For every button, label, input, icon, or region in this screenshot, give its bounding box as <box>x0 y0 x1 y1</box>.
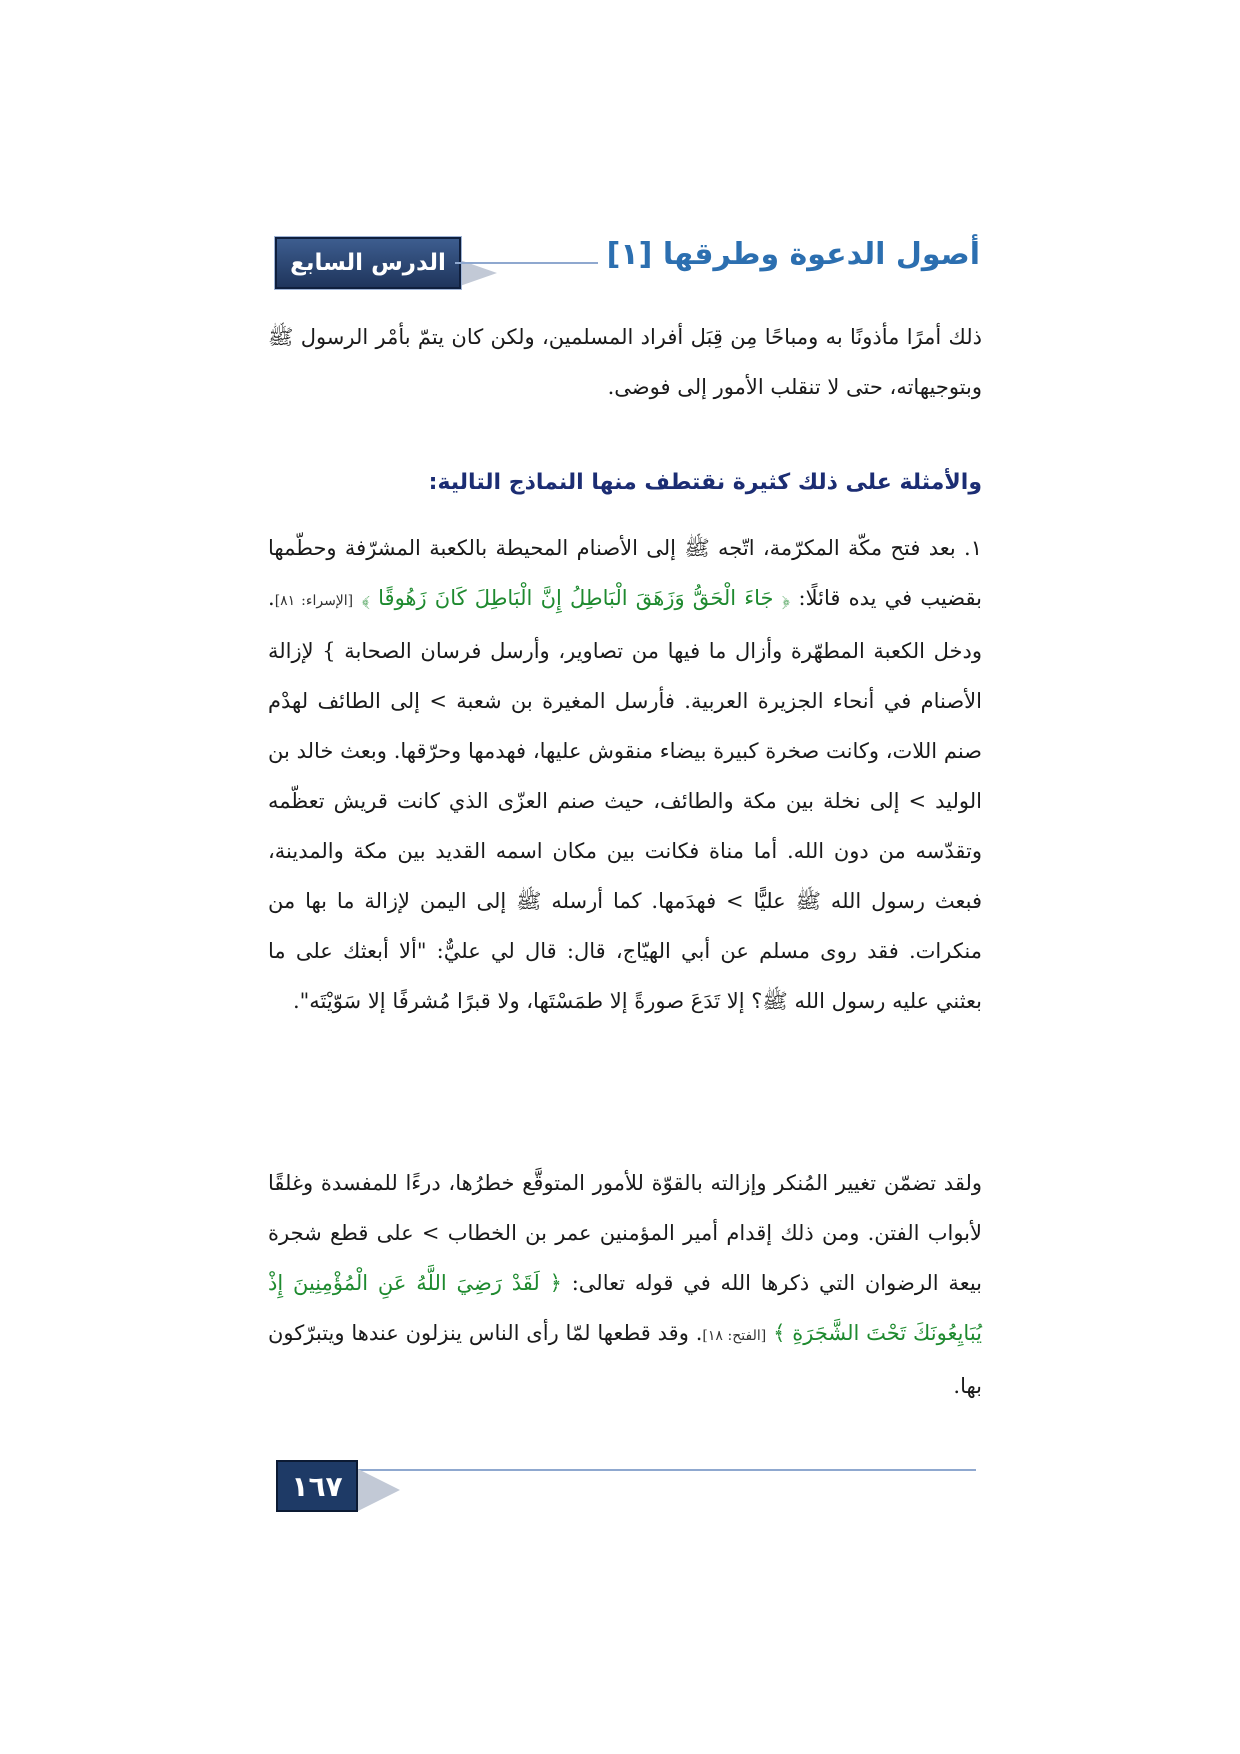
verse-reference: [الفتح: ١٨] <box>702 1328 767 1344</box>
header-rule <box>455 262 598 264</box>
verse-reference: [الإسراء: ٨١] <box>274 593 354 609</box>
intro-text: ذلك أمرًا مأذونًا به ومباحًا مِن قِبَل أفراد المسلمين، ولكن كان يتمّ بأمْر الرسول ﷺ وبتوجيهاته، حتى لا تنقلب الأمور إلى فوضى. <box>268 325 982 399</box>
intro-paragraph <box>268 312 982 412</box>
example-one-lead: ١. بعد فتح مكّة المكرّمة، اتّجه ﷺ إلى الأصنام المحيطة بالكعبة المشرّفة وحطّمها بقضيب في يده قائلًا: <box>268 536 982 610</box>
page-number: ١٦٧ <box>276 1460 358 1512</box>
section-heading: والأمثلة على ذلك كثيرة نقتطف منها النماذج التالية: <box>428 470 982 495</box>
footer-rule <box>356 1469 976 1471</box>
example-one-body: . ودخل الكعبة المطهّرة وأزال ما فيها من تصاوير، وأرسل فرسان الصحابة } لإزالة الأصنام في أنحاء الجزيرة العربية. فأرسل المغيرة بن شعبة > إلى الطائف لهدْم صنم اللات، وكانت صخرة كبيرة بيضاء منقوش عليها، فهدمها وحرّقها. وبعث خالد بن الوليد > إلى نخلة بين مكة والطائف، حيث صنم العزّى الذي كانت قريش تعظّمه وتقدّسه من دون الله. أما مناة فكانت بين مكان اسمه القديد بين مكة والمدينة، فبعث رسول الله ﷺ عليًّا > فهدَمها. كما أرسله ﷺ إلى اليمن لإزالة ما بها من منكرات. فقد روى مسلم عن أبي الهيّاج، قال: قال لي عليٌّ: "ألا أبعثك على ما بعثني عليه رسول الله ﷺ؟ إلا تَدَعَ صورةً إلا طمَسْتَها، ولا قبرًا مُشرفًا إلا سَوّيْتَه". <box>268 586 982 1013</box>
footer-arrow <box>356 1468 400 1512</box>
lesson-badge: الدرس السابع <box>275 237 461 289</box>
quran-verse: ﴿ لَقَدْ رَضِيَ اللَّهُ عَنِ الْمُؤْمِنِينَ إِذْ يُبَايِعُونَكَ تَحْتَ الشَّجَرَةِ ﴾ <box>268 1271 982 1345</box>
page-header <box>275 233 980 289</box>
closing-tail: . وقد قطعها لمّا رأى الناس ينزلون عندها ويتبرّكون بها. <box>268 1321 982 1398</box>
page-footer <box>276 1460 976 1520</box>
example-one <box>268 523 982 1026</box>
closing-paragraph <box>268 1158 982 1411</box>
quran-verse: ﴿ جَاءَ الْحَقُّ وَزَهَقَ الْبَاطِلُ إِنَّ الْبَاطِلَ كَانَ زَهُوقًا ﴾ <box>361 586 791 610</box>
book-title: أصول الدعوة وطرقها [١] <box>606 237 980 272</box>
closing-lead: ولقد تضمّن تغيير المُنكر وإزالته بالقوّة للأمور المتوقَّع خطرُها، درءًا للمفسدة وغلقًا لأبواب الفتن. ومن ذلك إقدام أمير المؤمنين عمر بن الخطاب > على قطع شجرة بيعة الرضوان التي ذكرها الله في قوله تعالى: <box>268 1171 983 1295</box>
